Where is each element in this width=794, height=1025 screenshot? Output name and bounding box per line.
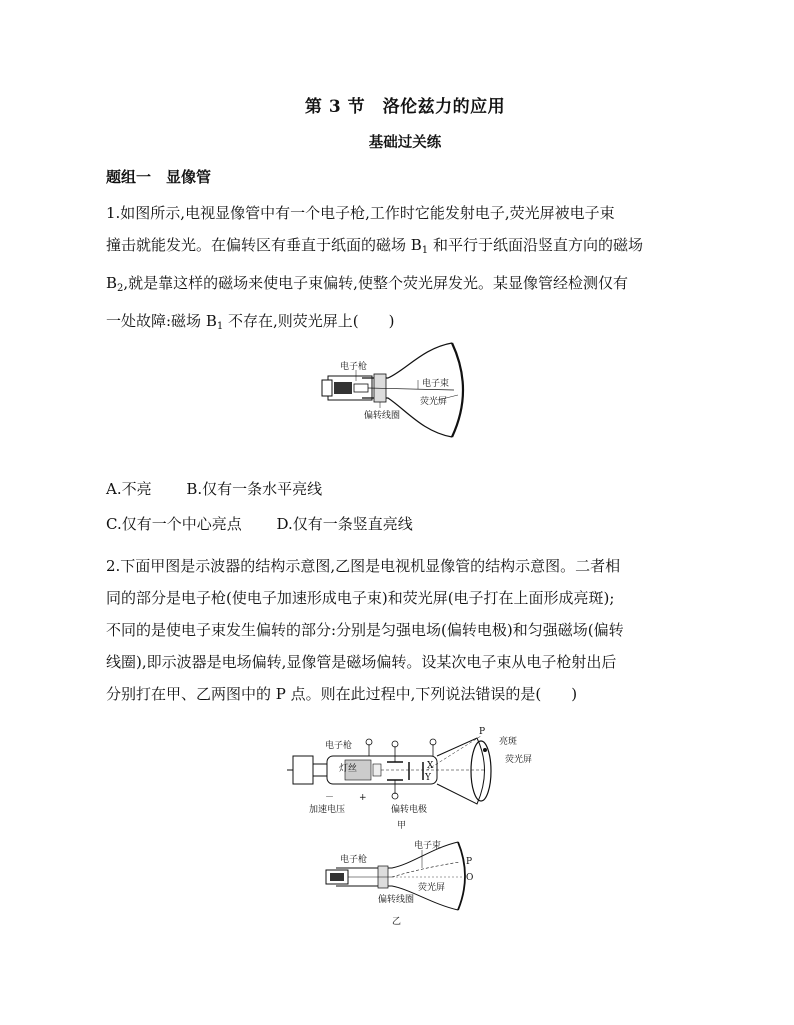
label-beam: 电子束 (422, 379, 450, 389)
label-screen: 荧光屏 (418, 883, 446, 893)
label-coil: 偏转线圈 (364, 411, 401, 421)
option-d[interactable]: D.仅有一条竖直亮线 (276, 515, 413, 533)
label-plates: 偏转电极 (391, 805, 428, 815)
tv-tube-figure (322, 838, 492, 930)
option-c[interactable]: C.仅有一个中心亮点 (106, 515, 242, 533)
label-screen: 荧光屏 (505, 755, 533, 765)
label-screen: 荧光屏 (420, 397, 448, 407)
label-beam: 电子束 (414, 841, 442, 851)
label-gun: 电子枪 (340, 855, 368, 865)
picture-tube-figure (318, 340, 478, 440)
q2-line-4: 线圈),即示波器是电场偏转,显像管是磁场偏转。设某次电子束从电子枪射出后 (106, 653, 617, 671)
subscript: 1 (421, 245, 429, 256)
options-row-2 (106, 513, 413, 534)
label-accel: 加速电压 (309, 805, 346, 815)
label-P: P (479, 727, 486, 737)
oscilloscope-figure (287, 728, 547, 833)
question-2-text (106, 550, 696, 710)
group-heading: 题组一 显像管 (106, 168, 212, 186)
section-subtitle: 基础过关练 (368, 134, 442, 151)
q1-line-2: 撞击就能发光。在偏转区有垂直于纸面的磁场 $B_1$ 和平行于纸面沿竖直方向的磁场 (106, 236, 643, 256)
q2-line-1: 2.下面甲图是示波器的结构示意图,乙图是电视机显像管的结构示意图。二者相 (106, 557, 621, 575)
q2-line-2: 同的部分是电子枪(使电子加速形成电子束)和荧光屏(电子打在上面形成亮斑); (106, 589, 615, 607)
label-O: O (466, 873, 474, 883)
q2-line-5: 分别打在甲、乙两图中的 P 点。则在此过程中,下列说法错误的是( ) (106, 685, 578, 703)
options-row-1 (106, 478, 322, 499)
q1-line-3: $B_2$,就是靠这样的磁场来使电子束偏转,使整个荧光屏发光。某显像管经检测仅有 (106, 274, 628, 294)
q1-line-1: 1.如图所示,电视显像管中有一个电子枪,工作时它能发射电子,荧光屏被电子束 (106, 204, 615, 222)
label-minus: － (325, 793, 335, 803)
subscript: 2 (117, 283, 124, 294)
section-title: 第 3 节 洛伦兹力的应用 (304, 97, 506, 117)
label-plus: + (359, 793, 367, 803)
label-gun: 电子枪 (340, 362, 368, 372)
q1-line-4: 一处故障:磁场 $B_1$ 不存在,则荧光屏上( ) (106, 312, 395, 332)
label-spot: 亮斑 (499, 737, 518, 747)
caption-jia: 甲 (397, 821, 407, 831)
option-b[interactable]: B.仅有一条水平亮线 (186, 480, 323, 498)
label-gun: 电子枪 (325, 741, 353, 751)
caption-yi: 乙 (392, 917, 402, 927)
label-P: P (466, 857, 473, 867)
option-a[interactable]: A.不亮 (106, 480, 152, 498)
label-filament: 灯丝 (339, 764, 358, 774)
question-1-text (106, 197, 696, 343)
subscript: 1 (216, 321, 224, 332)
label-X: X (427, 761, 434, 771)
label-Y: Y (425, 773, 431, 783)
q2-line-3: 不同的是使电子束发生偏转的部分:分别是匀强电场(偏转电极)和匀强磁场(偏转 (106, 621, 624, 639)
label-coil: 偏转线圈 (378, 895, 415, 905)
